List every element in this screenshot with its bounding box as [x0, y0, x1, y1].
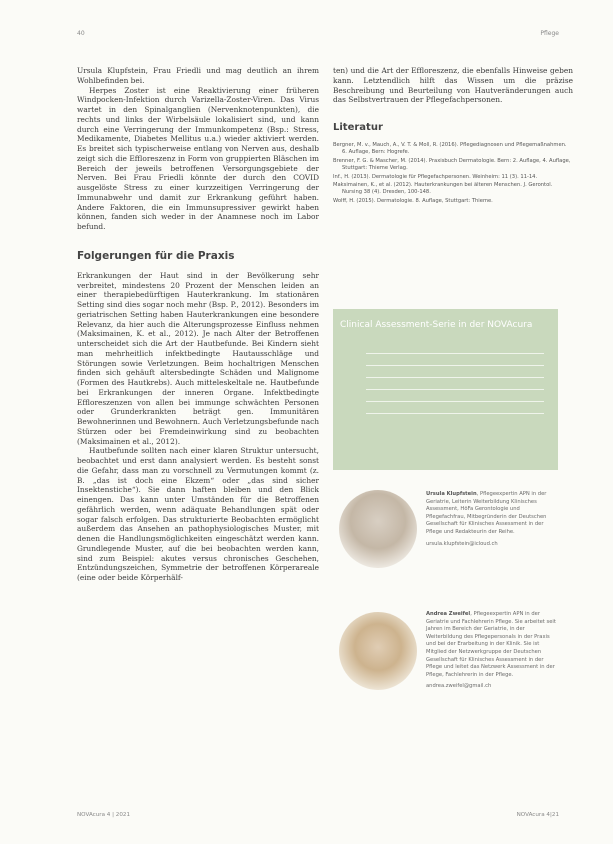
reference-list: [333, 142, 573, 205]
reference-item: Inf., H. (2013). Dermatologie für Pflegefachpersonen. Weinheim: 11 (3). 11-14.: [333, 173, 538, 180]
author-name: Andrea Zweifel: [426, 611, 471, 617]
body-paragraph: Herpes Zoster ist eine Reaktivierung einer früheren Windpocken-Infektion durch Varizella-Zoster-Viren. Das Virus wartet in den Spinalganglien (Nervenknotenpunkten), die rechts und links der Wirbelsäule lokalisiert sind, und kann durch eine Verringerung der Immunkompetenz (Bsp.: Stress, Medikamente, Diabetes Mellitus u.a.) wieder aktiviert werden. Es breitet sich typischerweise entlang von Nerven aus, deshalb zeigt sich die Effloreszenz in Form von gruppierten Bläschen im Bereich der jeweils betroffenen Versorgungsgebiete der Nerven. Bei Frau Friedli könnte der durch den COVID ausgelöste Stress zu einer kurzzeitigen Verringerung der Immunabwehr und damit zur Erkrankung geführt haben. Andere Faktoren, die ein Immunsupressiver gewirkt haben können, fanden sich weder in der Anamnese noch im Labor befund.: [77, 85, 319, 231]
series-info-box: [333, 309, 558, 470]
author-portrait: [339, 612, 417, 690]
author-bio-text: , Pflegeexpertin APN in der Geriatrie, Leiterin Weiterbildung Klinisches Assessment, HöFa Gerontologie und Pflegefachfrau, Mitbegründerin der Deutschen Gesellschaft für Klinisches Assessment in der Pflege und Redakteurin der Reihe.: [426, 491, 547, 535]
body-paragraph: Hautbefunde sollten nach einer klaren Struktur untersucht, beobachtet und erst dann analysiert werden. Es besteht sonst die Gefahr, dass man zu vorschnell zu Vermutungen kommt (z. B. „das ist doch eine Ekzem“ oder „das sind sicher Insektenstiche“). Sie dann haften bleiben und den Blick einengen. Das kann unter Umständen für die Betroffenen gefährlich werden, wenn adäquate Behandlungen spät oder sogar falsch erfolgen. Das strukturierte Beobachten ermöglicht außerdem das Ansehen an pathophysiologisches Muster, mit denen die Handlungsmöglichkeiten eingeschätzt werden kann. Grundlegende Muster, auf die bei beobachten werden kann, sind zum Beispiel: akutes versus chronisches Geschehen, Entzündungszeichen, Symmetrie der betroffenen Körperareale (eine oder beide Körperhälf-: [77, 446, 319, 582]
author-bio: [426, 611, 558, 691]
footer-left: NOVAcura 4 | 2021: [77, 812, 131, 818]
reference-item: Maksimainen, K., et al. (2012). Hauterkrankungen bei älteren Menschen. J. Gerontol. Nursing 38 (4). Dresden, 100-148.: [333, 182, 553, 196]
series-box-title: Clinical Assessment-Serie in der NOVAcura: [340, 320, 533, 330]
body-paragraph: Erkrankungen der Haut sind in der Bevölkerung sehr verbreitet, mindestens 20 Prozent der Menschen leiden an einer therapiebedürftigen Hauterkrankung. Im stationären Setting sind dies sogar noch mehr (Bsp. P., 2012). Besonders im geriatrischen Setting haben Hauterkrankungen eine besondere Relevanz, da hier auch die Alterungsprozesse Einfluss nehmen (Maksimainen, K. et al., 2012). Je nach Alter der Betroffenen unterscheidet sich die Art der Hautbefunde. Bei Kindern sieht man mehrheitlich infektbedingte Hautausschläge und Störungen sowie Verletzungen. Beim hochaltrigen Menschen finden sich gehäuft altersbedingte Schäden und Malignome (Formen des Hautkrebs). Auch mitteleskeltale ne. Hautbefunde bei Erkrankungen der inneren Organe. Infektbedingte Effloreszenzen von allen bei immunge schwächten Personen oder Grunderkrankten beträgt gen. Immunitären Bewohnerinnen und Bewohnern. Auch Verletzungsbefunde nach Stürzen oder bei Fremdeinwirkung sind zu beobachten (Maksimainen et al., 2012).: [77, 270, 319, 446]
author-email[interactable]: andrea.zweifel@gmail.ch: [426, 683, 492, 690]
running-header-section: Pflege: [540, 30, 559, 37]
box-line: [366, 389, 544, 390]
box-line: [366, 353, 544, 354]
box-line: [366, 401, 544, 402]
box-line: [366, 377, 544, 378]
box-line: [366, 365, 544, 366]
author-name: Ursula Klupfstein: [426, 491, 477, 497]
series-box-lines: [366, 353, 544, 425]
section-heading: Folgerungen für die Praxis: [77, 249, 235, 262]
page-number: 40: [77, 30, 85, 37]
footer-right: NOVAcura 4|21: [516, 812, 559, 818]
author-email[interactable]: ursula.klupfstein@icloud.ch: [426, 540, 498, 547]
body-paragraph: Ursula Klupfstein, Frau Friedli und mag deutlich an ihrem Wohlbefinden bei.: [77, 66, 319, 85]
reference-item: Wolff, H. (2015). Dermatologie. 8. Auflage, Stuttgart: Thieme.: [333, 197, 493, 204]
author-bio: [426, 491, 558, 548]
literature-heading: Literatur: [333, 122, 383, 133]
body-paragraph: ten) und die Art der Effloreszenz, die ebenfalls Hinweise geben kann. Letztendlich hilft das Wissen um die präzise Beschreibung und Beurteilung von Hautveränderungen auch das Selbstvertrauen der Pflegefachpersonen.: [333, 66, 573, 105]
box-line: [366, 413, 544, 414]
author-bio-text: , Pflegeexpertin APN in der Geriatrie und Fachlehrerin Pflege. Sie arbeitet seit Jahren im Bereich der Geriatrie, in der Weiterbildung des Pflegepersonals in der Praxis und bei der Erarbeitung in der Klinik. Sie ist Mitglied der Netzwerkgruppe der Deutschen Gesellschaft für Klinisches Assessment in der Pflege und leitet das Netzwerk Assessment in der Pflege, Fachlehrerin in der Pflege.: [426, 611, 556, 678]
reference-item: Bergner, M. v., Mauch, A., V. T. & Moll, R. (2016). Pflegediagnosen und Pflegemaßnahmen. 6. Auflage, Bern: Hogrefe.: [333, 142, 567, 156]
reference-item: Brenner, F. G. & Mascher, M. (2014). Praxisbuch Dermatologie. Bern: 2. Auflage, 4. Auflage, Stuttgart: Thieme Verlag.: [333, 157, 571, 172]
author-portrait: [339, 490, 417, 568]
left-column: [77, 66, 319, 748]
